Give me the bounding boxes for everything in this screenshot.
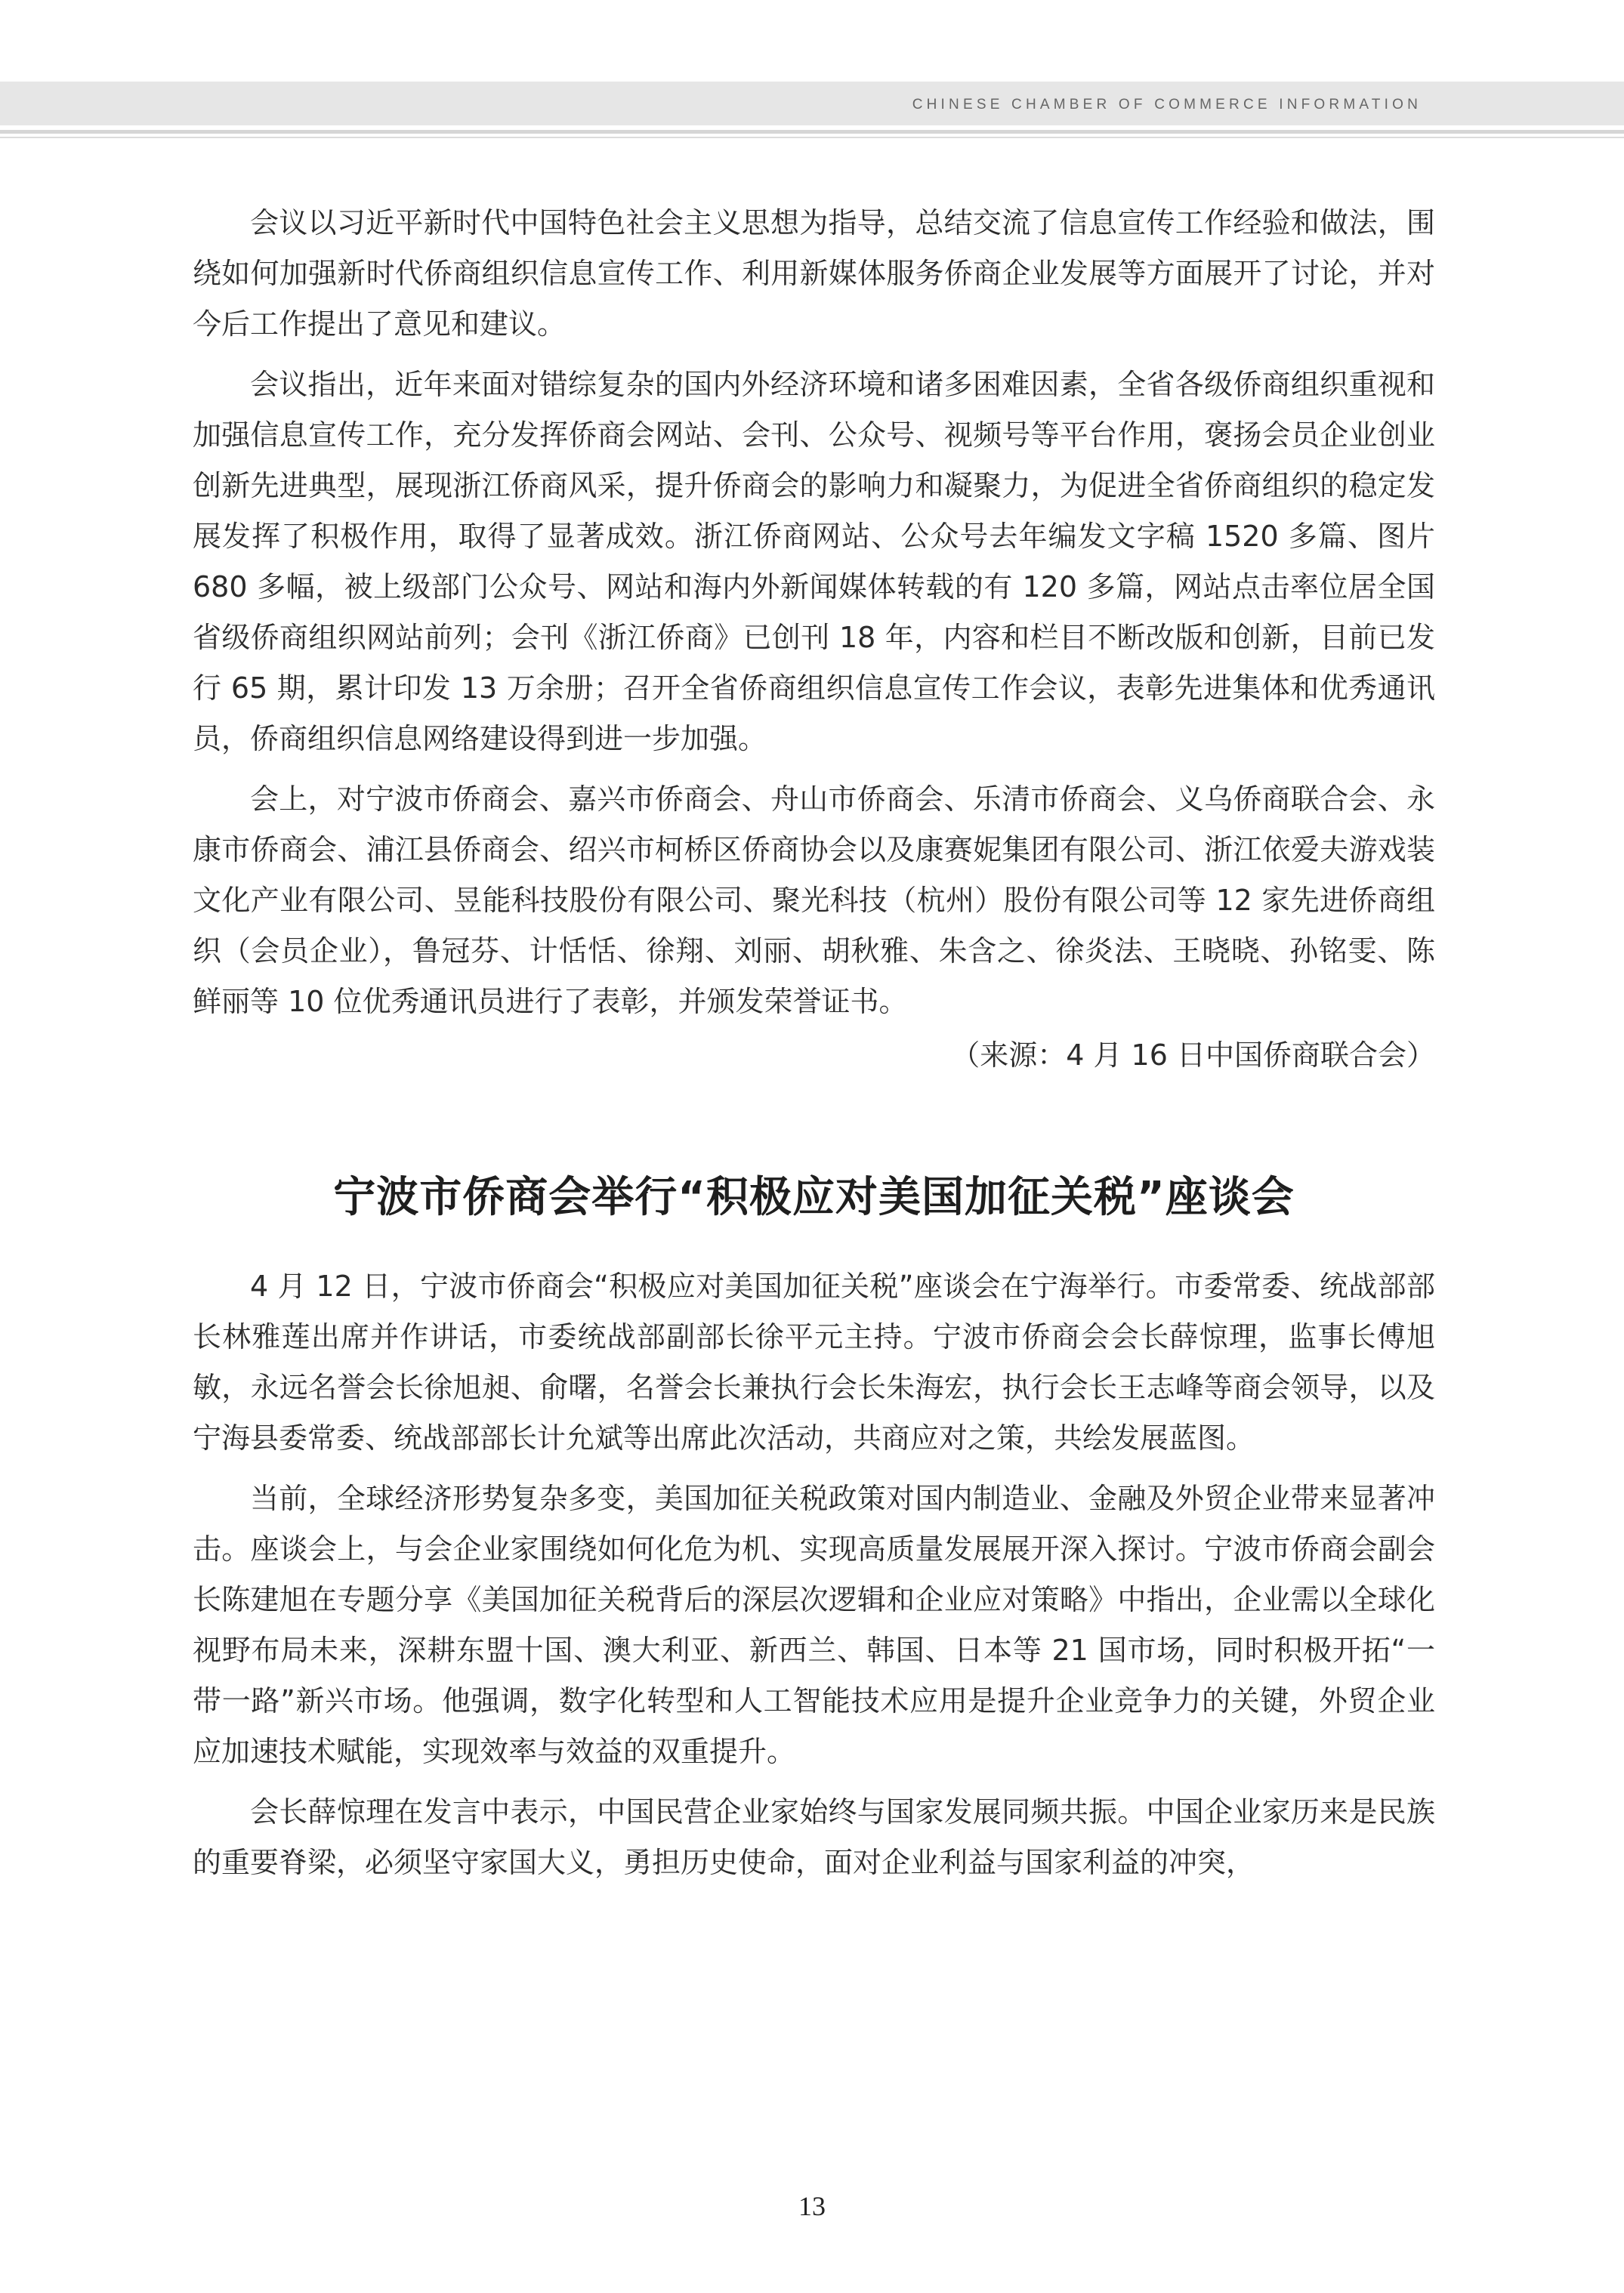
page-number: 13 bbox=[798, 2191, 826, 2221]
header-divider-thin bbox=[0, 137, 1624, 138]
article2-paragraph: 当前，全球经济形势复杂多变，美国加征关税政策对国内制造业、金融及外贸企业带来显著冲击。座谈会上，与会企业家围绕如何化危为机、实现高质量发展展开深入探讨。宁波市侨商会副会长陈建旭在专题分享《美国加征关税背后的深层次逻辑和企业应对策略》中指出，企业需以全球化视野布局未来，深耕东盟十国、澳大利亚、新西兰、韩国、日本等 21 国市场，同时积极开拓“一带一路”新兴市场。他强调，数字化转型和人工智能技术应用是提升企业竞争力的关键，外贸企业应加速技术赋能，实现效率与效益的双重提升。 bbox=[193, 1482, 1435, 1768]
header-divider bbox=[0, 130, 1624, 134]
article1-paragraph: 会议以习近平新时代中国特色社会主义思想为指导，总结交流了信息宣传工作经验和做法，围绕如何加强新时代侨商组织信息宣传工作、利用新媒体服务侨商企业发展等方面展开了讨论，并对今后工作提出了意见和建议。 bbox=[193, 206, 1435, 341]
article1-paragraph: 会上，对宁波市侨商会、嘉兴市侨商会、舟山市侨商会、乐清市侨商会、义乌侨商联合会、永康市侨商会、浦江县侨商会、绍兴市柯桥区侨商协会以及康赛妮集团有限公司、浙江依爱夫游戏装文化产业有限公司、昱能科技股份有限公司、聚光科技（杭州）股份有限公司等 12 家先进侨商组织（会员企业），鲁冠芬、计恬恬、徐翔、刘丽、胡秋雅、朱含之、徐炎法、王晓晓、孙铭雯、陈鲜丽等 10 位优秀通讯员进行了表彰，并颁发荣誉证书。 bbox=[193, 782, 1435, 1018]
article1-paragraph: 会议指出，近年来面对错综复杂的国内外经济环境和诸多困难因素，全省各级侨商组织重视和加强信息宣传工作，充分发挥侨商会网站、会刊、公众号、视频号等平台作用，褒扬会员企业创业创新先进典型，展现浙江侨商风采，提升侨商会的影响力和凝聚力，为促进全省侨商组织的稳定发展发挥了积极作用，取得了显著成效。浙江侨商网站、公众号去年编发文字稿 1520 多篇、图片 680 多幅，被上级部门公众号、网站和海内外新闻媒体转载的有 120 多篇，网站点击率位居全国省级侨商组织网站前列；会刊《浙江侨商》已创刊 18 年，内容和栏目不断改版和创新，目前已发行 65 期，累计印发 13 万余册；召开全省侨商组织信息宣传工作会议，表彰先进集体和优秀通讯员，侨商组织信息网络建设得到进一步加强。 bbox=[193, 368, 1435, 755]
article1-source: （来源：4 月 16 日中国侨商联合会） bbox=[951, 1038, 1435, 1072]
running-header-title: CHINESE CHAMBER OF COMMERCE INFORMATION bbox=[912, 97, 1422, 113]
article2-paragraph: 会长薛惊理在发言中表示，中国民营企业家始终与国家发展同频共振。中国企业家历来是民族的重要脊梁，必须坚守家国大义，勇担历史使命，面对企业利益与国家利益的冲突， bbox=[193, 1795, 1435, 1879]
page-content bbox=[193, 198, 1435, 1888]
article2-title: 宁波市侨商会举行“积极应对美国加征关税”座谈会 bbox=[333, 1173, 1295, 1222]
article2-paragraph: 4 月 12 日，宁波市侨商会“积极应对美国加征关税”座谈会在宁海举行。市委常委、统战部部长林雅莲出席并作讲话，市委统战部副部长徐平元主持。宁波市侨商会会长薛惊理，监事长傅旭敏，永远名誉会长徐旭昶、俞曙，名誉会长兼执行会长朱海宏，执行会长王志峰等商会领导，以及宁海县委常委、统战部部长计允斌等出席此次活动，共商应对之策，共绘发展蓝图。 bbox=[193, 1270, 1435, 1455]
